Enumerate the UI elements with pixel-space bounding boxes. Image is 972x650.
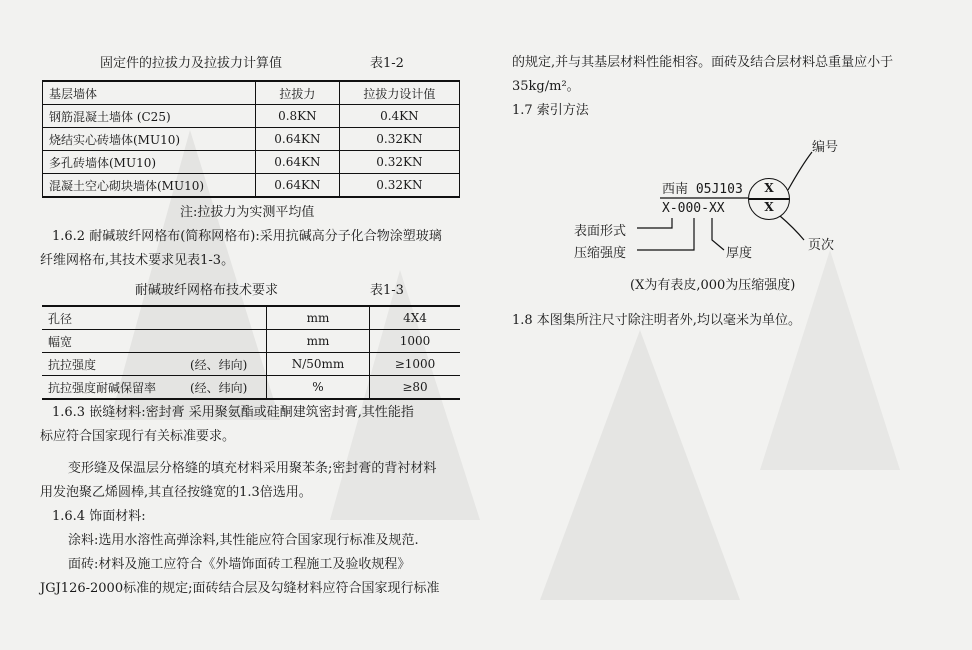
circle-top-label: X xyxy=(764,181,774,195)
circle-bottom-label: X xyxy=(764,200,774,214)
table1-title: 固定件的拉拔力及拉拔力计算值 xyxy=(100,56,283,71)
table-cell: 抗拉强度耐碱保留率 xyxy=(42,376,184,400)
table-header-cell: 拉拔力设计值 xyxy=(339,81,459,105)
para-162-line1: 1.6.2 耐碱玻纤网格布(简称网格布):采用抗碱高分子化合物涂塑玻璃 xyxy=(52,229,442,244)
para-coating: 涂料:选用水溶性高弹涂料,其性能应符合国家现行标准及规范. xyxy=(68,533,419,548)
table-cell: % xyxy=(267,376,370,400)
para-164: 1.6.4 饰面材料: xyxy=(52,509,146,524)
table-row xyxy=(42,330,460,353)
table-cell: 0.32KN xyxy=(339,151,459,174)
para-right-line2: 35kg/m²。 xyxy=(512,79,580,94)
para-tile-line1: 面砖:材料及施工应符合《外墙饰面砖工程施工及验收规程》 xyxy=(68,557,411,572)
table-cell: 多孔砖墙体(MU10) xyxy=(43,151,256,174)
para-deform-line1: 变形缝及保温层分格缝的填充材料采用聚苯条;密封膏的背衬材料 xyxy=(68,461,437,476)
table-row xyxy=(43,128,460,151)
table-cell: 幅宽 xyxy=(42,330,184,353)
table1-note: 注:拉拔力为实测平均值 xyxy=(180,205,315,220)
table-row xyxy=(43,174,460,198)
table-cell: 0.32KN xyxy=(339,174,459,198)
table-cell: (经、纬向) xyxy=(184,376,267,400)
table-row xyxy=(42,306,460,330)
table-cell: mm xyxy=(267,330,370,353)
table-cell: 0.4KN xyxy=(339,105,459,128)
para-deform-line2: 用发泡聚乙烯圆棒,其直径按缝宽的1.3倍选用。 xyxy=(40,485,312,500)
table-cell: (经、纬向) xyxy=(184,353,267,376)
table-cell: mm xyxy=(267,306,370,330)
table-cell: 钢筋混凝土墙体 (C25) xyxy=(43,105,256,128)
table1 xyxy=(42,80,460,198)
table-cell: 4X4 xyxy=(370,306,461,330)
diagram-caption: (X为有表皮,000为压缩强度) xyxy=(630,278,796,293)
table-cell: 0.64KN xyxy=(256,151,340,174)
para-162-line2: 纤维网格布,其技术要求见表1-3。 xyxy=(40,253,235,268)
diagram-label-strength: 压缩强度 xyxy=(574,246,627,261)
table-row xyxy=(43,105,460,128)
para-right-line1: 的规定,并与其基层材料性能相容。面砖及结合层材料总重量应小于 xyxy=(512,55,894,70)
table-cell: ≥80 xyxy=(370,376,461,400)
table2-title: 耐碱玻纤网格布技术要求 xyxy=(135,283,279,298)
table-cell: 抗拉强度 xyxy=(42,353,184,376)
table-header-row xyxy=(43,81,460,105)
table-cell: 0.64KN xyxy=(256,174,340,198)
diagram-label-pattern: X-000-XX xyxy=(662,201,725,216)
section-1-8: 1.8 本图集所注尺寸除注明者外,均以毫米为单位。 xyxy=(512,313,801,328)
para-tile-line2: JGJ126-2000标准的规定;面砖结合层及勾缝材料应符合国家现行标准 xyxy=(40,581,440,596)
table-cell: 混凝土空心砌块墙体(MU10) xyxy=(43,174,256,198)
table-cell: 0.32KN xyxy=(339,128,459,151)
table-cell: 0.64KN xyxy=(256,128,340,151)
diagram-label-page: 页次 xyxy=(808,238,835,253)
diagram-label-number: 编号 xyxy=(812,140,839,155)
table-cell xyxy=(184,306,267,330)
table-row xyxy=(43,151,460,174)
table-cell: 烧结实心砖墙体(MU10) xyxy=(43,128,256,151)
para-163-line1: 1.6.3 嵌缝材料:密封膏 采用聚氨酯或硅酮建筑密封膏,其性能指 xyxy=(52,405,414,420)
table-header-cell: 基层墙体 xyxy=(43,81,256,105)
table-cell: 孔径 xyxy=(42,306,184,330)
diagram-label-thickness: 厚度 xyxy=(726,246,753,261)
table-cell: N/50mm xyxy=(267,353,370,376)
table2 xyxy=(42,305,460,400)
table1-number: 表1-2 xyxy=(370,56,404,71)
table-cell: 1000 xyxy=(370,330,461,353)
table-cell xyxy=(184,330,267,353)
para-163-line2: 标应符合国家现行有关标准要求。 xyxy=(40,429,236,444)
section-1-7: 1.7 索引方法 xyxy=(512,103,589,118)
table-row xyxy=(42,353,460,376)
table-cell: ≥1000 xyxy=(370,353,461,376)
table-row xyxy=(42,376,460,400)
table-header-cell: 拉拔力 xyxy=(256,81,340,105)
table-cell: 0.8KN xyxy=(256,105,340,128)
diagram-label-surface: 表面形式 xyxy=(574,224,627,239)
table2-number: 表1-3 xyxy=(370,283,404,298)
diagram-label-code: 西南 05J103 xyxy=(662,182,743,197)
